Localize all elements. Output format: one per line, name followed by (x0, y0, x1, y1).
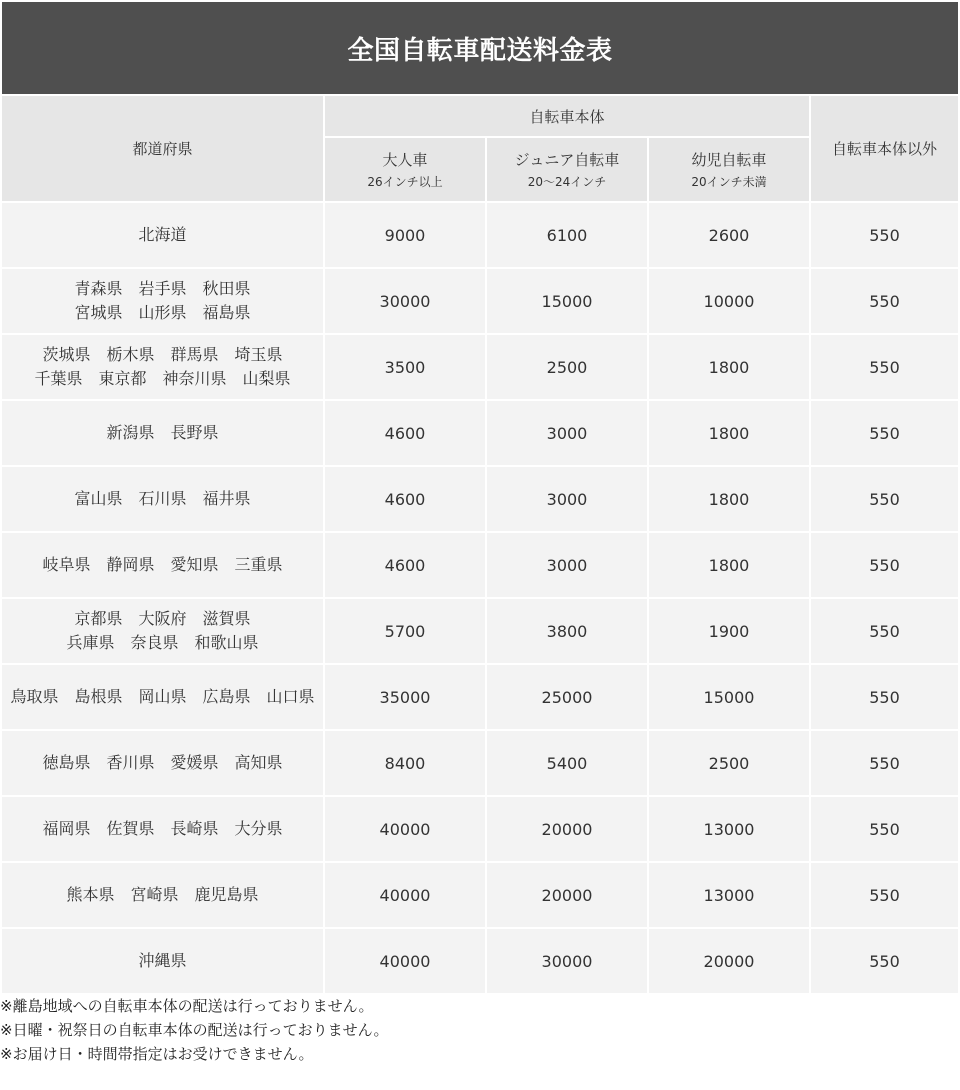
prefecture-cell (2, 731, 323, 795)
other-rate-cell: 550 (811, 731, 958, 795)
prefecture-line: 兵庫県 奈良県 和歌山県 (66, 633, 259, 652)
infant-rate-cell: 1800 (649, 533, 809, 597)
prefecture-line: 富山県 石川県 福井県 (74, 489, 251, 508)
prefecture-line: 茨城県 栃木県 群馬県 埼玉県 (42, 345, 283, 364)
other-rate-cell: 550 (811, 203, 958, 267)
adult-rate-cell: 40000 (325, 929, 485, 993)
header-adult (325, 138, 485, 201)
prefecture-cell (2, 467, 323, 531)
prefecture-line: 青森県 岩手県 秋田県 (74, 279, 251, 298)
adult-rate-cell: 4600 (325, 533, 485, 597)
junior-rate-cell: 2500 (487, 335, 647, 399)
prefecture-cell (2, 533, 323, 597)
infant-rate-cell: 10000 (649, 269, 809, 333)
table-row (2, 269, 958, 333)
junior-rate-cell: 3000 (487, 533, 647, 597)
prefecture-cell (2, 269, 323, 333)
junior-rate-cell: 6100 (487, 203, 647, 267)
adult-rate-cell: 8400 (325, 731, 485, 795)
table-row (2, 665, 958, 729)
header-infant-label: 幼児自転車 (691, 151, 767, 169)
shipping-rate-table (0, 94, 960, 995)
adult-rate-cell: 9000 (325, 203, 485, 267)
adult-rate-cell: 30000 (325, 269, 485, 333)
infant-rate-cell: 20000 (649, 929, 809, 993)
prefecture-cell (2, 203, 323, 267)
table-row (2, 533, 958, 597)
infant-rate-cell: 13000 (649, 797, 809, 861)
table-row (2, 401, 958, 465)
junior-rate-cell: 15000 (487, 269, 647, 333)
junior-rate-cell: 30000 (487, 929, 647, 993)
other-rate-cell: 550 (811, 665, 958, 729)
infant-rate-cell: 1800 (649, 467, 809, 531)
adult-rate-cell: 4600 (325, 401, 485, 465)
infant-rate-cell: 13000 (649, 863, 809, 927)
header-adult-label: 大人車 (382, 151, 428, 169)
prefecture-line: 宮城県 山形県 福島県 (74, 303, 251, 322)
junior-rate-cell: 25000 (487, 665, 647, 729)
notes (0, 994, 960, 1066)
infant-rate-cell: 1800 (649, 335, 809, 399)
table-row (2, 731, 958, 795)
junior-rate-cell: 20000 (487, 863, 647, 927)
table-row (2, 797, 958, 861)
other-rate-cell: 550 (811, 929, 958, 993)
infant-rate-cell: 2500 (649, 731, 809, 795)
prefecture-line: 熊本県 宮崎県 鹿児島県 (66, 885, 259, 904)
rate-table-body (2, 203, 958, 993)
adult-rate-cell: 4600 (325, 467, 485, 531)
junior-rate-cell: 5400 (487, 731, 647, 795)
infant-rate-cell: 2600 (649, 203, 809, 267)
prefecture-line: 徳島県 香川県 愛媛県 高知県 (42, 753, 283, 772)
prefecture-line: 新潟県 長野県 (106, 423, 219, 442)
prefecture-line: 福岡県 佐賀県 長崎県 大分県 (42, 819, 283, 838)
prefecture-cell (2, 335, 323, 399)
infant-rate-cell: 15000 (649, 665, 809, 729)
table-row (2, 929, 958, 993)
prefecture-cell (2, 929, 323, 993)
page-title: 全国自転車配送料金表 (347, 35, 613, 66)
table-row (2, 467, 958, 531)
infant-rate-cell: 1800 (649, 401, 809, 465)
adult-rate-cell: 3500 (325, 335, 485, 399)
infant-rate-cell: 1900 (649, 599, 809, 663)
adult-rate-cell: 40000 (325, 797, 485, 861)
junior-rate-cell: 20000 (487, 797, 647, 861)
prefecture-line: 北海道 (138, 225, 187, 244)
header-prefecture: 都道府県 (2, 96, 323, 201)
note-item: ※離島地域への自転車本体の配送は行っておりません。 (0, 997, 374, 1015)
prefecture-line: 千葉県 東京都 神奈川県 山梨県 (34, 369, 291, 388)
note-item: ※お届け日・時間帯指定はお受けできません。 (0, 1045, 314, 1063)
other-rate-cell: 550 (811, 863, 958, 927)
adult-rate-cell: 40000 (325, 863, 485, 927)
prefecture-line: 沖縄県 (138, 951, 187, 970)
header-infant-sub: 20インチ未満 (691, 175, 767, 189)
adult-rate-cell: 5700 (325, 599, 485, 663)
header-infant (649, 138, 809, 201)
prefecture-line: 岐阜県 静岡県 愛知県 三重県 (42, 555, 283, 574)
table-row (2, 335, 958, 399)
table-row (2, 203, 958, 267)
other-rate-cell: 550 (811, 599, 958, 663)
other-rate-cell: 550 (811, 269, 958, 333)
header-junior-sub: 20～24インチ (527, 175, 607, 189)
junior-rate-cell: 3800 (487, 599, 647, 663)
other-rate-cell: 550 (811, 401, 958, 465)
table-row (2, 863, 958, 927)
other-rate-cell: 550 (811, 797, 958, 861)
title-bar (2, 2, 958, 94)
header-junior-label: ジュニア自転車 (514, 151, 620, 169)
header-other: 自転車本体以外 (811, 96, 958, 201)
adult-rate-cell: 35000 (325, 665, 485, 729)
prefecture-cell (2, 599, 323, 663)
note-item: ※日曜・祝祭日の自転車本体の配送は行っておりません。 (0, 1021, 389, 1039)
header-bicycle-body: 自転車本体 (325, 96, 809, 136)
prefecture-line: 鳥取県 島根県 岡山県 広島県 山口県 (10, 687, 315, 706)
table-row (2, 599, 958, 663)
other-rate-cell: 550 (811, 467, 958, 531)
junior-rate-cell: 3000 (487, 401, 647, 465)
prefecture-cell (2, 401, 323, 465)
prefecture-cell (2, 863, 323, 927)
junior-rate-cell: 3000 (487, 467, 647, 531)
prefecture-cell (2, 797, 323, 861)
prefecture-line: 京都県 大阪府 滋賀県 (74, 609, 251, 628)
other-rate-cell: 550 (811, 533, 958, 597)
other-rate-cell: 550 (811, 335, 958, 399)
prefecture-cell (2, 665, 323, 729)
header-junior (487, 138, 647, 201)
header-adult-sub: 26インチ以上 (367, 175, 443, 189)
